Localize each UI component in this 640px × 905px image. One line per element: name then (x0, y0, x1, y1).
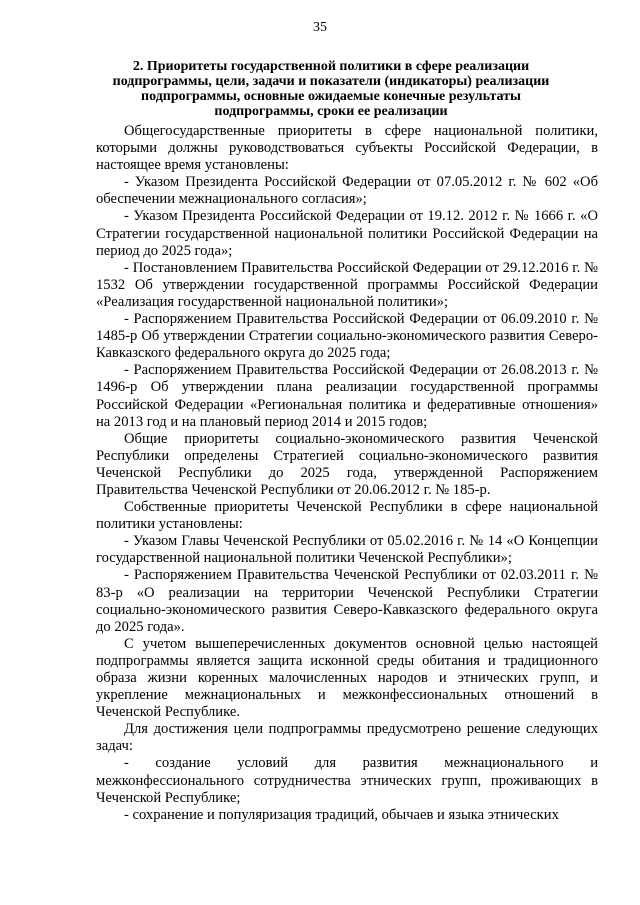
paragraph-intro: Общегосударственные приоритеты в сфере национальной политики, которыми должны руководствоваться субъекты Российской Федерации, в настоящее время установлены: (96, 123, 598, 174)
list-item-resolution-1532: - Постановлением Правительства Российской Федерации от 29.12.2016 г. № 1532 Об утверждении государственной программы Российской Федерации «Реализация государственной национальной политики»; (96, 259, 598, 310)
list-item-decree-14: - Указом Главы Чеченской Республики от 05.02.2016 г. № 14 «О Концепции государственной национальной политики Чеченской Республики»; (96, 533, 598, 567)
list-item-decree-1666: - Указом Президента Российской Федерации от 19.12. 2012 г. № 1666 г. «О Стратегии государственной национальной политики Российской Федерации на период до 2025 года»; (96, 208, 598, 259)
body-text (96, 123, 598, 824)
list-item-order-1496: - Распоряжением Правительства Российской Федерации от 26.08.2013 г. № 1496-р Об утверждении плана реализации государственной программы Российской Федерации «Региональная политика и федеративные отношения» на 2013 год и на плановый период 2014 и 2015 годов; (96, 362, 598, 430)
paragraph-main-goal: С учетом вышеперечисленных документов основной целью настоящей подпрограммы является защита исконной среды обитания и традиционного образа жизни коренных малочисленных народов и этнических групп, и укрепление межнациональных и межконфессиональных отношений в Чеченской Республике. (96, 635, 598, 721)
list-item-order-1485: - Распоряжением Правительства Российской Федерации от 06.09.2010 г. № 1485-р Об утверждении Стратегии социально-экономического развития Северо-Кавказского федерального округа до 2025 года; (96, 311, 598, 362)
page-number: 35 (313, 20, 327, 35)
list-item-task-traditions: - сохранение и популяризация традиций, обычаев и языка этнических (124, 806, 559, 823)
list-item-order-83: - Распоряжением Правительства Чеченской Республики от 02.03.2011 г. № 83-р «О реализации на территории Чеченской Республики Стратегии социально-экономического развития Северо-Кавказского федерального округа до 2025 года». (96, 567, 598, 635)
list-item-task-cooperation: - создание условий для развития межнационального и межконфессионального сотрудничества этнических групп, проживающих в Чеченской Республике; (96, 755, 598, 806)
paragraph-tasks-intro: Для достижения цели подпрограммы предусмотрено решение следующих задач: (96, 721, 598, 755)
section-heading: 2. Приоритеты государственной политики в сфере реализации подпрограммы, цели, задачи и показатели (индикаторы) реализации подпрограммы, основные ожидаемые конечные результаты подпрограммы, сроки ее реализации (112, 59, 550, 119)
list-item-decree-602: - Указом Президента Российской Федерации от 07.05.2012 г. № 602 «Об обеспечении межнационального согласия»; (96, 174, 598, 208)
paragraph-own-priorities: Собственные приоритеты Чеченской Республики в сфере национальной политики установлены: (96, 499, 598, 533)
paragraph-general-priorities: Общие приоритеты социально-экономического развития Чеченской Республики определены Стратегией социально-экономического развития Чеченской Республики до 2025 года, утвержденной Распоряжением Правительства Чеченской Республики от 20.06.2012 г. № 185-р. (96, 430, 598, 498)
